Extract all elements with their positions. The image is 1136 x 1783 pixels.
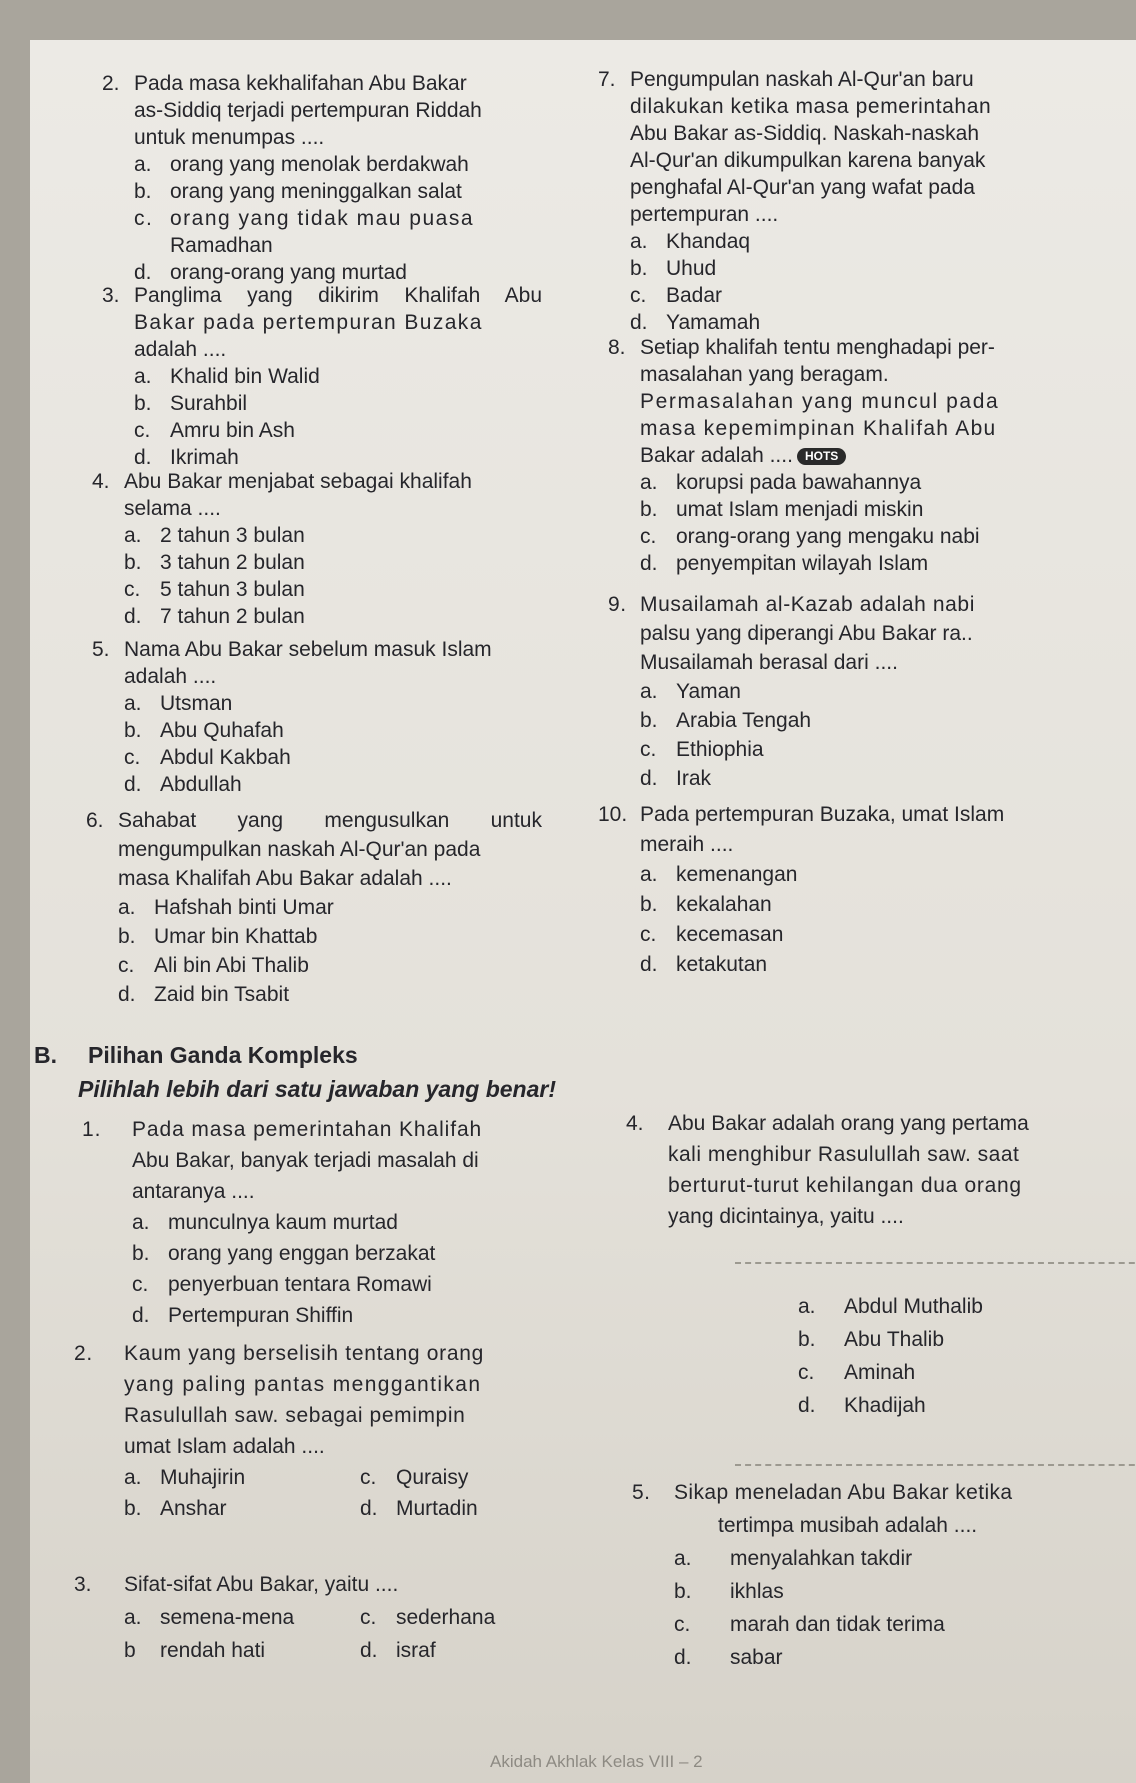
section-title: Pilihan Ganda Kompleks [88,1042,358,1068]
option[interactable]: d. Irak [640,767,712,790]
question-b3: 3. Sifat-sifat Abu Bakar, yaitu .... a. semena-mena c. sederhana b rendah hati d. israf [74,1568,544,1667]
question-3: 3. Panglima yang dikirim Khalifah Abu Bakar pada pertempuran Buzaka adalah .... a. Khalid bin Walid b. Surahbil c. Amru bin Ash d. Ikrimah [102,284,542,469]
option[interactable]: a. orang yang menolak berdakwah [134,153,469,176]
option[interactable]: c. kecemasan [640,923,784,946]
option[interactable]: d. Murtadin [360,1497,478,1520]
option[interactable]: a. Utsman [124,692,233,715]
option[interactable]: b. kekalahan [640,893,772,916]
question-4: 4. Abu Bakar menjabat sebagai khalifah selama .... a. 2 tahun 3 bulan b. 3 tahun 2 bulan c. 5 tahun 3 bulan d. 7 tahun 2 bulan [92,468,542,630]
question-8: 8. Setiap khalifah tentu menghadapi per- masalahan yang beragam. Permasalahan yang muncul pada masa kepemimpinan Khalifah Abu Bakar adalah .... HOTS a. korupsi pada bawahannya b. umat Islam menjadi miskin c. orang-orang yang mengaku nabi d. penyempitan wilayah Islam [608,334,1050,577]
option[interactable]: d. ketakutan [640,953,768,976]
question-b5: 5. Sikap meneladan Abu Bakar ketika tertimpa musibah adalah .... a. menyalahkan takdir b. ikhlas c. marah dan tidak terima d. sabar [632,1476,1136,1674]
question-5: 5. Nama Abu Bakar sebelum masuk Islam adalah .... a. Utsman b. Abu Quhafah c. Abdul Kakbah d. Abdullah [92,636,542,798]
question-b4: 4. Abu Bakar adalah orang yang pertama kali menghibur Rasulullah saw. saat berturut-turut kehilangan dua orang yang dicintainya, yaitu .... [626,1112,1029,1228]
section-b-heading [34,1042,358,1069]
option[interactable]: a. Abdul Muthalib [798,1295,983,1318]
option[interactable]: a. kemenangan [640,863,798,886]
option[interactable]: b. orang yang enggan berzakat [132,1242,436,1265]
option[interactable]: d. sabar [674,1646,783,1669]
option-row [124,1462,544,1493]
section-letter: B. [34,1042,57,1068]
option[interactable]: d. orang-orang yang murtad [134,261,407,284]
question-7: 7. Pengumpulan naskah Al-Qur'an baru dilakukan ketika masa pemerintahan Abu Bakar as-Siddiq. Naskah-naskah Al-Qur'an dikumpulkan karena banyak penghafal Al-Qur'an yang wafat pada pertempuran .... a. Khandaq b. Uhud c. Badar d. Yamamah [598,66,1050,336]
option-row [124,1493,544,1524]
option[interactable]: b. Uhud [630,257,717,280]
hots-badge: HOTS [797,448,846,465]
option[interactable]: c. 5 tahun 3 bulan [124,578,305,601]
option[interactable]: a. Khandaq [630,230,751,253]
option[interactable]: d. Zaid bin Tsabit [118,983,290,1006]
option[interactable]: d. 7 tahun 2 bulan [124,605,305,628]
option[interactable]: c. Quraisy [360,1466,469,1489]
option[interactable]: c. orang-orang yang mengaku nabi [640,525,980,548]
option[interactable]: c. penyerbuan tentara Romawi [132,1273,432,1296]
option[interactable]: b. umat Islam menjadi miskin [640,498,924,521]
option[interactable]: a. Khalid bin Walid [134,365,320,388]
option[interactable]: d. Yamamah [630,311,761,334]
option[interactable]: c. Aminah [798,1361,916,1384]
option[interactable]: d. Abdullah [124,773,242,796]
option[interactable]: c. Abdul Kakbah [124,746,291,769]
option[interactable]: b. Umar bin Khattab [118,925,318,948]
option[interactable]: d. penyempitan wilayah Islam [640,552,929,575]
option[interactable]: c. Ethiophia [640,738,764,761]
section-b-instruction: Pilihlah lebih dari satu jawaban yang benar! [78,1076,557,1102]
worksheet-page [30,40,1136,1783]
option[interactable]: a. Muhajirin [124,1466,246,1489]
option[interactable]: c. sederhana [360,1606,496,1629]
option[interactable]: a. menyalahkan takdir [674,1547,913,1570]
page-footer: Akidah Akhlak Kelas VIII – 2 [490,1752,703,1771]
option[interactable]: d. israf [360,1639,436,1662]
option[interactable]: a. 2 tahun 3 bulan [124,524,305,547]
option-continuation: Ramadhan [170,234,273,257]
question-9: 9. Musailamah al-Kazab adalah nabi palsu yang diperangi Abu Bakar ra.. Musailamah berasal dari .... a. Yaman b. Arabia Tengah c. Ethiophia d. Irak [608,590,1054,793]
option[interactable]: a. Yaman [640,680,741,703]
option[interactable]: b. Anshar [124,1497,227,1520]
question-2: 2. Pada masa kekhalifahan Abu Bakar as-Siddiq terjadi pertempuran Riddah untuk menumpas .... a. orang yang menolak berdakwah b. orang yang meninggalkan salat c. orang yang tidak mau puasa Ramadhan d. orang-orang yang murtad [102,70,542,286]
option[interactable]: d. Ikrimah [134,446,239,469]
question-b2: 2. Kaum yang berselisih tentang orang yang paling pantas menggantikan Rasulullah saw. sebagai pemimpin umat Islam adalah .... a. Muhajirin c. Quraisy b. Anshar d. Murtadin [74,1338,544,1524]
option-row [124,1634,544,1667]
option[interactable]: b. 3 tahun 2 bulan [124,551,305,574]
question-10: 10. Pada pertempuran Buzaka, umat Islam meraih .... a. kemenangan b. kekalahan c. kecemasan d. ketakutan [598,800,1058,980]
option[interactable]: b. Surahbil [134,392,248,415]
question-6: 6. Sahabat yang mengusulkan untuk mengumpulkan naskah Al-Qur'an pada masa Khalifah Abu Bakar adalah .... a. Hafshah binti Umar b. Umar bin Khattab c. Ali bin Abi Thalib d. Zaid bin Tsabit [86,806,542,1009]
question-b1: 1. Pada masa pemerintahan Khalifah Abu Bakar, banyak terjadi masalah di antaranya .... a. munculnya kaum murtad b. orang yang enggan berzakat c. penyerbuan tentara Romawi d. Pertempuran Shiffin [82,1114,544,1331]
option[interactable]: b rendah hati [124,1639,266,1662]
option[interactable]: c. Amru bin Ash [134,419,295,442]
option[interactable]: a. Hafshah binti Umar [118,896,334,919]
question-b4-options [798,1290,1118,1422]
option[interactable]: b. ikhlas [674,1580,784,1603]
option[interactable]: a. munculnya kaum murtad [132,1211,398,1234]
option[interactable]: a. korupsi pada bawahannya [640,471,922,494]
option[interactable]: c. Ali bin Abi Thalib [118,954,309,977]
option[interactable]: c. marah dan tidak terima [674,1613,945,1636]
option[interactable]: d. Pertempuran Shiffin [132,1304,354,1327]
option[interactable]: d. Khadijah [798,1394,926,1417]
option[interactable]: c. Badar [630,284,723,307]
option-row [124,1601,544,1634]
option[interactable]: c. orang yang tidak mau puasa [134,207,475,230]
option[interactable]: a. semena-mena [124,1606,295,1629]
option[interactable]: b. Abu Thalib [798,1328,945,1351]
option[interactable]: b. Arabia Tengah [640,709,812,732]
option[interactable]: b. orang yang meninggalkan salat [134,180,462,203]
option[interactable]: b. Abu Quhafah [124,719,284,742]
